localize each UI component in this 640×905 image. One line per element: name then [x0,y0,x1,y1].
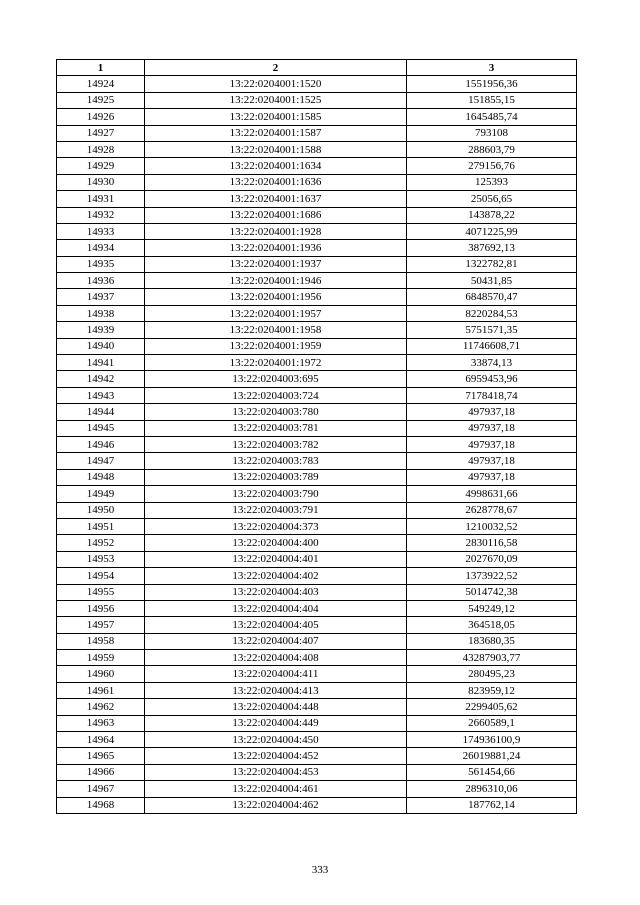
table-cell-col-2: 13:22:0204004:407 [145,633,407,649]
table-cell-col-2: 13:22:0204004:401 [145,551,407,567]
table-cell-col-1: 14955 [57,584,145,600]
table-cell-col-1: 14929 [57,158,145,174]
table-cell-col-2: 13:22:0204004:404 [145,600,407,616]
table-cell-col-2: 13:22:0204004:448 [145,699,407,715]
table-cell-col-1: 14963 [57,715,145,731]
table-cell-col-1: 14960 [57,666,145,682]
table-cell-col-3: 2299405,62 [407,699,577,715]
table-cell-col-1: 14958 [57,633,145,649]
table-cell-col-2: 13:22:0204003:790 [145,486,407,502]
table-cell-col-3: 1645485,74 [407,109,577,125]
column-header-1: 1 [57,60,145,76]
table-cell-col-3: 279156,76 [407,158,577,174]
table-cell-col-1: 14949 [57,486,145,502]
table-cell-col-1: 14945 [57,420,145,436]
table-cell-col-3: 183680,35 [407,633,577,649]
table-cell-col-3: 4998631,66 [407,486,577,502]
table-cell-col-3: 151855,15 [407,92,577,108]
table-cell-col-2: 13:22:0204004:373 [145,518,407,534]
table-cell-col-2: 13:22:0204001:1956 [145,289,407,305]
table-row [57,387,577,403]
table-cell-col-2: 13:22:0204001:1525 [145,92,407,108]
table-row [57,568,577,584]
table-cell-col-1: 14951 [57,518,145,534]
table-cell-col-2: 13:22:0204003:781 [145,420,407,436]
table-row [57,748,577,764]
table-cell-col-2: 13:22:0204004:402 [145,568,407,584]
table-cell-col-2: 13:22:0204001:1958 [145,322,407,338]
table-row [57,551,577,567]
table-cell-col-2: 13:22:0204003:783 [145,453,407,469]
table-cell-col-1: 14940 [57,338,145,354]
table-cell-col-1: 14956 [57,600,145,616]
table-cell-col-3: 364518,05 [407,617,577,633]
table-cell-col-2: 13:22:0204004:403 [145,584,407,600]
table-row [57,436,577,452]
table-row [57,732,577,748]
table-row [57,273,577,289]
column-header-3: 3 [407,60,577,76]
table-cell-col-2: 13:22:0204001:1588 [145,141,407,157]
table-cell-col-2: 13:22:0204003:789 [145,469,407,485]
table-cell-col-2: 13:22:0204004:400 [145,535,407,551]
table-cell-col-2: 13:22:0204001:1585 [145,109,407,125]
table-cell-col-1: 14938 [57,305,145,321]
table-row [57,715,577,731]
table-row [57,502,577,518]
table-cell-col-3: 2660589,1 [407,715,577,731]
table-cell-col-2: 13:22:0204004:462 [145,797,407,813]
table-cell-col-1: 14942 [57,371,145,387]
table-row [57,797,577,813]
table-body [57,76,577,814]
table-cell-col-3: 4071225,99 [407,223,577,239]
table-row [57,535,577,551]
table-cell-col-1: 14954 [57,568,145,584]
table-cell-col-2: 13:22:0204001:1520 [145,76,407,92]
table-row [57,191,577,207]
table-cell-col-1: 14931 [57,191,145,207]
table-row [57,617,577,633]
table-cell-col-2: 13:22:0204001:1972 [145,355,407,371]
table-cell-col-2: 13:22:0204004:453 [145,764,407,780]
table-cell-col-2: 13:22:0204001:1937 [145,256,407,272]
table-cell-col-2: 13:22:0204001:1936 [145,240,407,256]
table-row [57,699,577,715]
table-cell-col-3: 2830116,58 [407,535,577,551]
table-cell-col-1: 14947 [57,453,145,469]
table-cell-col-2: 13:22:0204001:1959 [145,338,407,354]
table-cell-col-2: 13:22:0204004:411 [145,666,407,682]
table-cell-col-1: 14965 [57,748,145,764]
table-cell-col-1: 14932 [57,207,145,223]
table-row [57,469,577,485]
table-cell-col-1: 14936 [57,273,145,289]
table-cell-col-3: 1373922,52 [407,568,577,584]
table-cell-col-3: 497937,18 [407,404,577,420]
table-cell-col-1: 14950 [57,502,145,518]
table-row [57,141,577,157]
table-cell-col-3: 497937,18 [407,469,577,485]
table-row [57,174,577,190]
table-cell-col-1: 14944 [57,404,145,420]
table-row [57,109,577,125]
table-cell-col-3: 5751571,35 [407,322,577,338]
table-cell-col-3: 823959,12 [407,682,577,698]
table-row [57,666,577,682]
table-cell-col-3: 50431,85 [407,273,577,289]
table-row [57,76,577,92]
table-row [57,764,577,780]
table-cell-col-2: 13:22:0204001:1587 [145,125,407,141]
table-row [57,289,577,305]
table-row [57,781,577,797]
table-cell-col-3: 187762,14 [407,797,577,813]
table-cell-col-3: 280495,23 [407,666,577,682]
table-row [57,404,577,420]
table-cell-col-3: 549249,12 [407,600,577,616]
column-header-2: 2 [145,60,407,76]
table-cell-col-1: 14935 [57,256,145,272]
table-cell-col-2: 13:22:0204001:1686 [145,207,407,223]
table-cell-col-2: 13:22:0204004:408 [145,650,407,666]
table-cell-col-3: 561454,66 [407,764,577,780]
table-cell-col-1: 14933 [57,223,145,239]
table-cell-col-1: 14962 [57,699,145,715]
table-cell-col-2: 13:22:0204004:405 [145,617,407,633]
table-row [57,125,577,141]
table-row [57,486,577,502]
table-header [57,60,577,76]
table-cell-col-1: 14967 [57,781,145,797]
table-cell-col-3: 6959453,96 [407,371,577,387]
table-cell-col-3: 43287903,77 [407,650,577,666]
table-cell-col-1: 14928 [57,141,145,157]
table-cell-col-3: 1322782,81 [407,256,577,272]
table-row [57,682,577,698]
table-cell-col-1: 14957 [57,617,145,633]
table-cell-col-3: 387692,13 [407,240,577,256]
table-cell-col-2: 13:22:0204003:780 [145,404,407,420]
table-row [57,305,577,321]
table-cell-col-3: 26019881,24 [407,748,577,764]
table-cell-col-3: 2896310,06 [407,781,577,797]
table-row [57,256,577,272]
header-row [57,60,577,76]
table-cell-col-1: 14924 [57,76,145,92]
table-cell-col-3: 2027670,09 [407,551,577,567]
table-row [57,223,577,239]
table-cell-col-2: 13:22:0204004:450 [145,732,407,748]
table-cell-col-2: 13:22:0204004:449 [145,715,407,731]
table-cell-col-3: 1551956,36 [407,76,577,92]
table-cell-col-1: 14952 [57,535,145,551]
table-cell-col-2: 13:22:0204001:1946 [145,273,407,289]
table-row [57,207,577,223]
table-cell-col-3: 288603,79 [407,141,577,157]
table-cell-col-2: 13:22:0204004:413 [145,682,407,698]
table-cell-col-2: 13:22:0204003:782 [145,436,407,452]
table-cell-col-1: 14927 [57,125,145,141]
table-cell-col-1: 14966 [57,764,145,780]
table-cell-col-3: 497937,18 [407,420,577,436]
table-cell-col-1: 14930 [57,174,145,190]
table-cell-col-1: 14943 [57,387,145,403]
table-cell-col-2: 13:22:0204004:452 [145,748,407,764]
table-cell-col-3: 497937,18 [407,436,577,452]
table-cell-col-2: 13:22:0204001:1637 [145,191,407,207]
table-cell-col-1: 14948 [57,469,145,485]
table-cell-col-3: 497937,18 [407,453,577,469]
data-table [56,59,577,814]
table-cell-col-1: 14926 [57,109,145,125]
table-cell-col-3: 174936100,9 [407,732,577,748]
table-row [57,355,577,371]
table-cell-col-3: 8220284,53 [407,305,577,321]
table-row [57,338,577,354]
table-cell-col-3: 25056,65 [407,191,577,207]
table-cell-col-2: 13:22:0204003:724 [145,387,407,403]
table-row [57,92,577,108]
table-cell-col-1: 14937 [57,289,145,305]
table-cell-col-3: 11746608,71 [407,338,577,354]
table-cell-col-2: 13:22:0204001:1957 [145,305,407,321]
table-cell-col-3: 33874,13 [407,355,577,371]
table-row [57,371,577,387]
table-cell-col-2: 13:22:0204001:1928 [145,223,407,239]
table-row [57,453,577,469]
table-cell-col-2: 13:22:0204001:1634 [145,158,407,174]
table-row [57,420,577,436]
table-row [57,584,577,600]
table-row [57,600,577,616]
table-row [57,650,577,666]
table-cell-col-1: 14939 [57,322,145,338]
table-row [57,240,577,256]
table-cell-col-1: 14968 [57,797,145,813]
table-row [57,518,577,534]
table-cell-col-1: 14946 [57,436,145,452]
table-cell-col-1: 14941 [57,355,145,371]
table-cell-col-1: 14925 [57,92,145,108]
table-cell-col-3: 125393 [407,174,577,190]
table-cell-col-3: 5014742,38 [407,584,577,600]
table-row [57,322,577,338]
table-cell-col-3: 1210032,52 [407,518,577,534]
table-cell-col-1: 14959 [57,650,145,666]
table-cell-col-3: 793108 [407,125,577,141]
table-cell-col-3: 6848570,47 [407,289,577,305]
table-cell-col-2: 13:22:0204004:461 [145,781,407,797]
table-cell-col-2: 13:22:0204003:695 [145,371,407,387]
table-row [57,158,577,174]
table-row [57,633,577,649]
table-cell-col-1: 14953 [57,551,145,567]
table-cell-col-3: 2628778,67 [407,502,577,518]
table-cell-col-3: 143878,22 [407,207,577,223]
table-cell-col-2: 13:22:0204001:1636 [145,174,407,190]
table-cell-col-2: 13:22:0204003:791 [145,502,407,518]
table-cell-col-1: 14964 [57,732,145,748]
table-cell-col-1: 14961 [57,682,145,698]
page-number: 333 [311,864,329,876]
table-cell-col-3: 7178418,74 [407,387,577,403]
table-cell-col-1: 14934 [57,240,145,256]
